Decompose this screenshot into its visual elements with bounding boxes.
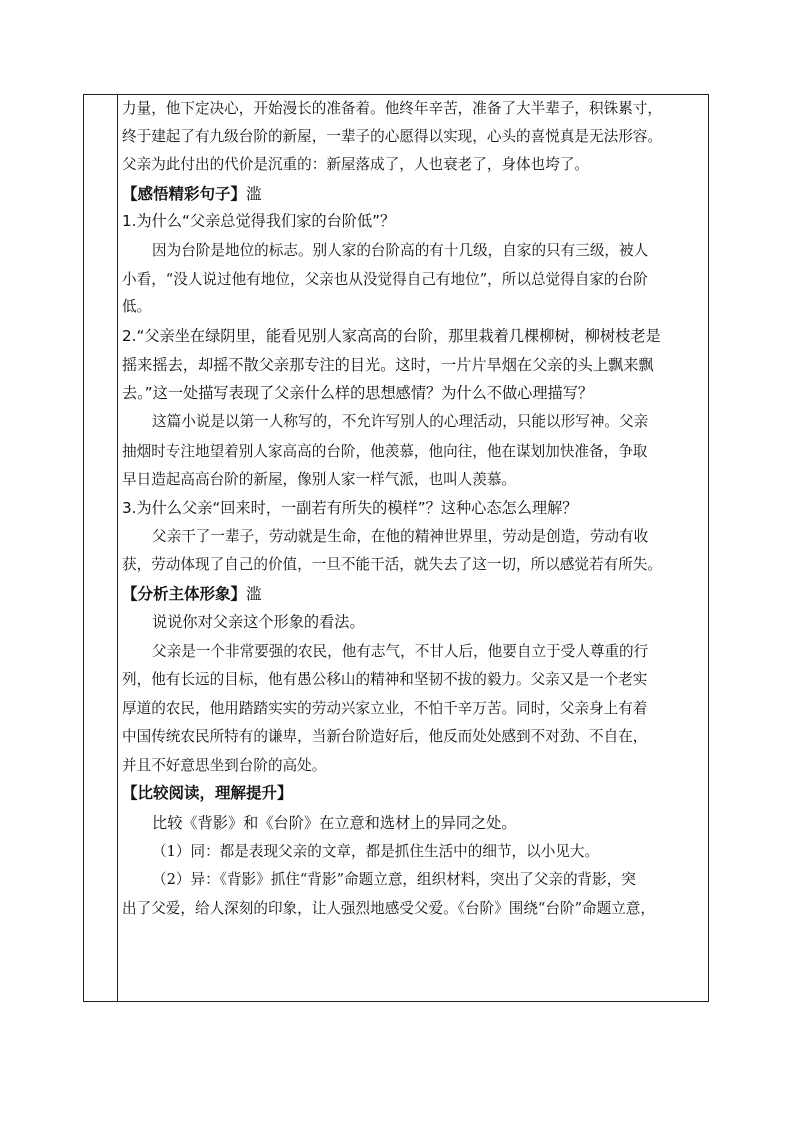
text-line: 低。	[122, 298, 152, 315]
text-line: 3.为什么父亲“回来时，一副若有所失的模样”？这种心态怎么理解？	[122, 499, 578, 517]
text-line: 列，他有长远的目标，他有愚公移山的精神和坚韧不拔的毅力。父亲又是一个老实	[122, 671, 648, 688]
text-line: 父亲干了一辈子，劳动就是生命，在他的精神世界里，劳动是创造，劳动有收	[152, 528, 649, 545]
heading-label: 【比较阅读，理解提升】	[122, 784, 293, 802]
heading-label: 【分析主体形象】	[122, 585, 247, 603]
text-line: （2）异：《背影》抓住“背影”命题立意，组织材料，突出了父亲的背影，突	[152, 871, 636, 888]
text-line: 并且不好意思坐到台阶的高处。	[122, 757, 327, 774]
text-line: 比较《背影》和《台阶》在立意和选材上的异同之处。	[152, 814, 517, 832]
text-line: 小看，“没人说过他有地位，父亲也从没觉得自己有地位”，所以总觉得自家的台阶	[122, 271, 648, 288]
text-line: 因为台阶是地位的标志。别人家的台阶高的有十几级，自家的只有三级，被人	[152, 242, 649, 259]
text-line: 中国传统农民所特有的谦卑，当新台阶造好后，他反而处处感到不对劲、不自在，	[122, 728, 648, 745]
heading-mark: 滥	[246, 185, 262, 203]
text-line: 说说你对父亲这个形象的看法。	[152, 613, 365, 631]
text-line: 终于建起了有九级台阶的新屋，一辈子的心愿得以实现，心头的喜悦真是无法形容。	[122, 128, 662, 145]
text-line: 力量，他下定决心，开始漫长的准备着。他终年辛苦，准备了大半辈子，积铢累寸，	[122, 100, 662, 117]
column-divider	[117, 95, 118, 1001]
text-line: （1）同：都是表现父亲的文章，都是抓住生活中的细节，以小见大。	[152, 843, 600, 860]
section-heading	[122, 584, 262, 604]
text-line: 抽烟时专注地望着别人家高高的台阶，他羡慕，他向往，他在谋划加快准备，争取	[122, 443, 648, 460]
text-line: 1.为什么“父亲总觉得我们家的台阶低”？	[122, 212, 396, 230]
heading-label: 【感悟精彩句子】	[122, 185, 247, 203]
section-heading	[122, 184, 262, 204]
content-table	[83, 94, 709, 1002]
text-line: 获，劳动体现了自己的价值，一旦不能干活，就失去了这一切，所以感觉若有所失。	[122, 556, 662, 573]
text-line: 2.“父亲坐在绿阴里，能看见别人家高高的台阶，那里栽着几棵柳树，柳树枝老是	[122, 327, 661, 345]
text-line: 摇来摇去，却摇不散父亲那专注的目光。这时，一片片旱烟在父亲的头上飘来飘	[122, 356, 654, 374]
text-line: 这篇小说是以第一人称写的，不允许写别人的心理活动，只能以形写神。父亲	[152, 413, 649, 430]
text-line: 出了父爱，给人深刻的印象，让人强烈地感受父爱。《台阶》围绕“台阶”命题立意，	[122, 900, 655, 917]
text-line: 早日造起高高台阶的新屋，像别人家一样气派，也叫人羡慕。	[122, 471, 517, 488]
section-heading	[122, 783, 293, 803]
text-line: 父亲是一个非常要强的农民，他有志气，不甘人后，他要自立于受人尊重的行	[152, 643, 649, 660]
heading-mark: 滥	[246, 585, 262, 603]
text-line: 去。”这一处描写表现了父亲什么样的思想感情？为什么不做心理描写？	[122, 384, 594, 402]
text-line: 厚道的农民，他用踏踏实实的劳动兴家立业，不怕千辛万苦。同时，父亲身上有着	[122, 700, 648, 717]
text-line: 父亲为此付出的代价是沉重的：新屋落成了，人也衰老了，身体也垮了。	[122, 156, 590, 173]
